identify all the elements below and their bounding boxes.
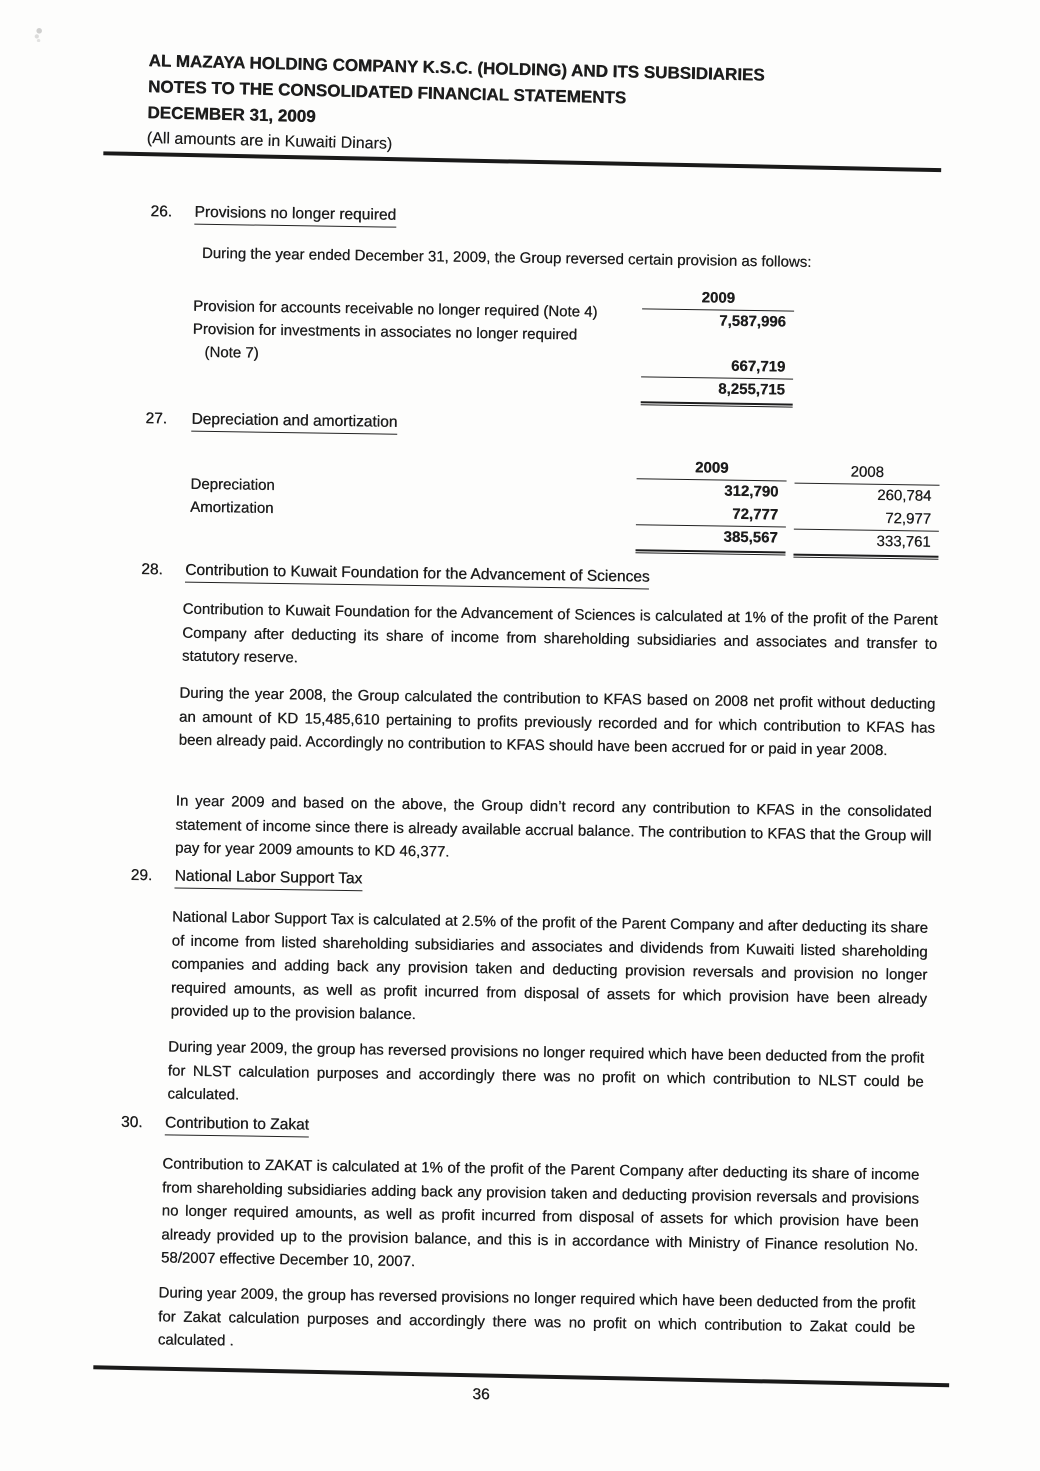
provisions-table-labels	[192, 295, 663, 371]
double-rule	[793, 554, 938, 560]
section-28-paragraph: Contribution to Kuwait Foundation for the Advancement of Sciences is calculated at 1% of the profit of the Parent Company after deducting its share of income from shareholding subsidiaries and associates and transfer to statutory reserve.	[181, 600, 938, 667]
table-row-label-note: (Note 7)	[204, 343, 259, 362]
table-cell: 7,587,996	[719, 312, 787, 331]
section-30-paragraph: Contribution to ZAKAT is calculated at 1% of the profit of the Parent Company after deducting its share of income from shareholding subsidiaries adding back any provision taken and deducting provision reversals and provisions no longer required amounts, as well as profit incurred from disposal of assets for which provision have been already provided up to the provision balance, and this is in accordance with Ministry of Finance resolution No. 58/2007 effective December 10, 2007.	[160, 1155, 920, 1271]
section-26-number: 26.	[150, 203, 173, 221]
depreciation-col-2008	[793, 462, 939, 560]
footer-rule	[93, 1365, 949, 1386]
column-header-2009: 2009	[637, 457, 787, 481]
depreciation-table-labels	[190, 473, 491, 523]
section-30-paragraph: During year 2009, the group has reversed provisions no longer required which have been deducted from the profit for Zakat calculation purposes and accordingly there was no profit on which contribution to Zakat could be calculated .	[157, 1284, 916, 1350]
section-26-intro: During the year ended December 31, 2009, the Group reversed certain provision as follows:	[201, 244, 812, 271]
depreciation-col-2009	[635, 457, 786, 555]
document-title: NOTES TO THE CONSOLIDATED FINANCIAL STATEMENTS	[147, 76, 627, 108]
table-cell: 312,790	[724, 482, 779, 501]
section-27-number: 27.	[145, 409, 168, 428]
column-header-2009: 2009	[642, 287, 794, 311]
company-name: AL MAZAYA HOLDING COMPANY K.S.C. (HOLDING) AND ITS SUBSIDIARIES	[148, 50, 765, 85]
table-row-label: Provision for accounts receivable no longer required (Note 4)	[192, 297, 598, 321]
document-date: DECEMBER 31, 2009	[147, 102, 316, 126]
section-29-paragraph: National Labor Support Tax is calculated at 2.5% of the profit of the Parent Company and after deducting its share of income from listed shareholding subsidiaries and associates and dividends from Kuwaiti listed shareholding companies and adding back any provision taken and deducting provision reversals and provision no longer required amounts, as well as profit incurred from disposal of assets for which provision have been already provided up to the provision balance.	[170, 908, 929, 1024]
table-total: 8,255,715	[718, 380, 786, 399]
table-row-label: Provision for investments in associates no longer required	[192, 320, 578, 344]
section-30-title: Contribution to Zakat	[165, 1114, 309, 1137]
section-29-number: 29.	[130, 866, 153, 885]
table-row-label: Amortization	[189, 498, 274, 517]
column-header-2008: 2008	[795, 462, 940, 486]
page-number: 36	[472, 1385, 490, 1404]
table-total: 385,567	[723, 528, 778, 547]
section-28-title: Contribution to Kuwait Foundation for the Advancement of Sciences	[185, 562, 650, 589]
section-28-number: 28.	[141, 560, 163, 579]
table-row-label: Depreciation	[190, 475, 275, 494]
section-28-paragraph: In year 2009 and based on the above, the Group didn’t record any contribution to KFAS in the consolidated statement of income since there is already available accrual balance. The contribution to KFAS that the Group will pay for year 2009 amounts to KD 46,377.	[174, 792, 932, 861]
section-28-paragraph: During the year 2008, the Group calculated the contribution to KFAS based on 2008 net profit without deducting an amount of KD 15,485,610 pertaining to profits previously recorded and for which contribution to KFAS has been already paid. Accordingly no contribution to KFAS should have been accrued for or paid in year 2008.	[178, 684, 936, 760]
provisions-table-values	[641, 287, 795, 407]
document-header	[146, 48, 764, 166]
section-29-paragraph: During year 2009, the group has reversed provisions no longer required which have been deducted from the profit for NLST calculation purposes and accordingly there was no profit on which contribution to NLST could be calculated.	[167, 1038, 925, 1104]
table-cell: 72,777	[636, 502, 786, 527]
table-total: 333,761	[876, 532, 931, 551]
table-cell: 667,719	[641, 354, 793, 379]
section-29-title: National Labor Support Tax	[174, 867, 362, 890]
section-30-number: 30.	[120, 1113, 143, 1131]
section-26-title: Provisions no longer required	[194, 204, 396, 227]
table-cell: 260,784	[877, 486, 932, 505]
section-27-title: Depreciation and amortization	[191, 411, 397, 435]
table-cell: 72,977	[794, 507, 939, 532]
currency-note: (All amounts are in Kuwaiti Dinars)	[146, 129, 393, 153]
